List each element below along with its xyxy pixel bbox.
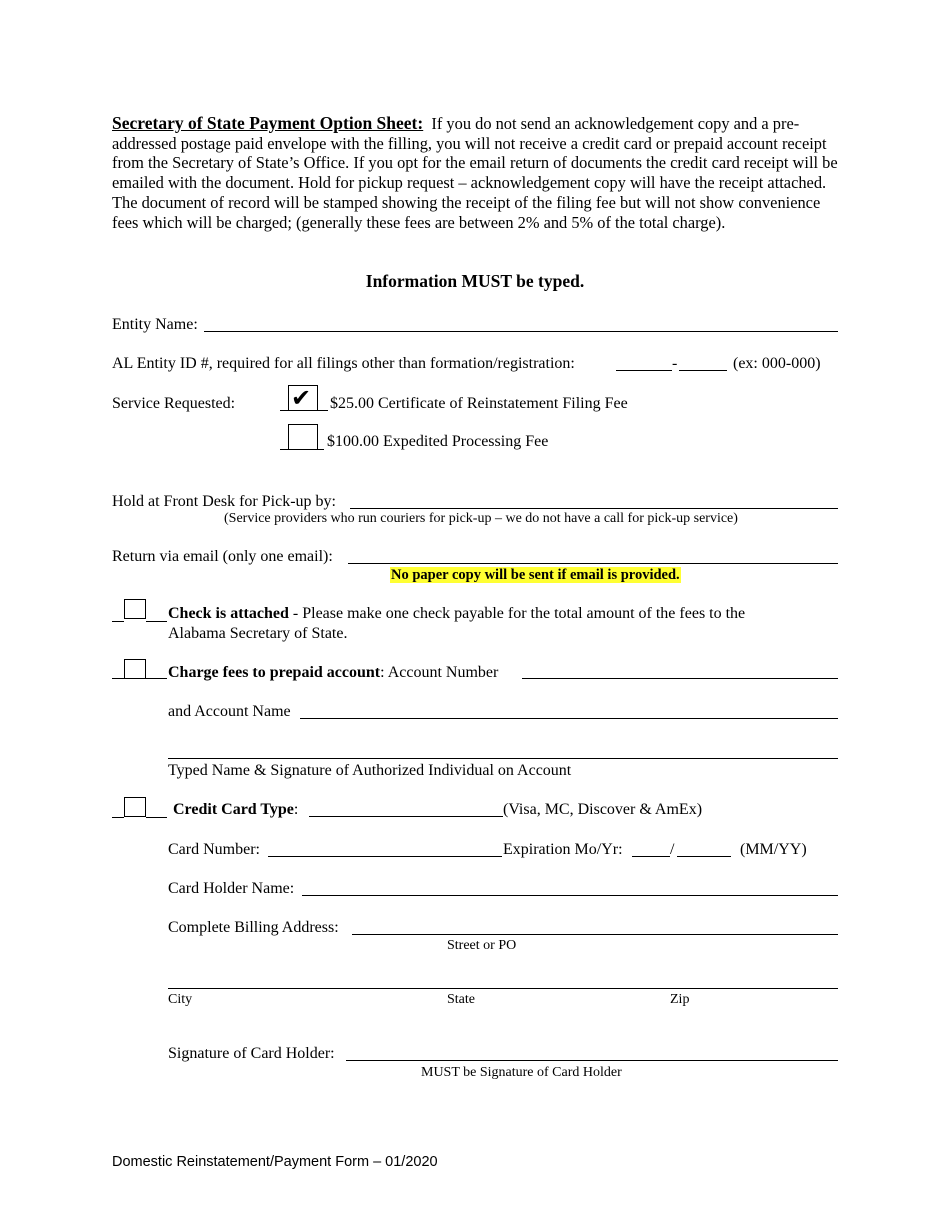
card-holder-name-label: Card Holder Name: (168, 880, 295, 897)
prepaid-account-label: Charge fees to prepaid account (168, 664, 381, 681)
account-name-label: and Account Name (168, 703, 291, 720)
credit-card-type-label: Credit Card Type (173, 801, 294, 818)
service-option-2-checkbox[interactable] (288, 424, 318, 450)
card-holder-signature-caption: MUST be Signature of Card Holder (421, 1065, 622, 1080)
zip-caption: Zip (670, 992, 690, 1007)
expiration-month-field[interactable] (632, 856, 670, 857)
account-name-field[interactable] (300, 718, 838, 719)
credit-card-type-field[interactable] (309, 816, 503, 817)
service-option-1-underline-left (280, 410, 288, 411)
entity-name-field[interactable] (204, 331, 838, 332)
service-option-2-underline-left (280, 449, 288, 450)
entity-id-field-part2[interactable] (679, 370, 727, 371)
expiration-label: Expiration Mo/Yr: (503, 841, 623, 858)
check-attached-text (168, 606, 745, 622)
email-warning: No paper copy will be sent if email is provided. (391, 567, 680, 583)
entity-id-field-part1[interactable] (616, 370, 672, 371)
prepaid-option-underline-right (146, 678, 167, 679)
service-option-1-checkbox[interactable] (288, 385, 318, 411)
card-holder-signature-label: Signature of Card Holder: (168, 1045, 335, 1062)
authorized-signature-caption: Typed Name & Signature of Authorized Individual on Account (168, 762, 572, 779)
billing-street-field[interactable] (352, 934, 838, 935)
expiration-slash: / (670, 841, 675, 858)
card-number-label: Card Number: (168, 841, 260, 858)
account-number-label: : Account Number (380, 664, 499, 681)
card-number-field[interactable] (268, 856, 502, 857)
prepaid-option-underline-left (112, 678, 124, 679)
check-attached-description: - Please make one check payable for the total amount of the fees to the (288, 605, 746, 622)
authorized-signature-field[interactable] (168, 758, 838, 759)
billing-city-state-zip-field[interactable] (168, 988, 838, 989)
account-number-field[interactable] (522, 678, 838, 679)
prepaid-account-text (168, 665, 498, 681)
credit-card-checkbox[interactable] (124, 797, 146, 817)
hold-pickup-field[interactable] (350, 508, 838, 509)
check-option-underline-right (146, 621, 167, 622)
checkmark-icon: ✔ (291, 384, 312, 412)
entity-id-dash: - (672, 355, 678, 372)
credit-card-underline-left (112, 817, 124, 818)
city-caption: City (168, 992, 193, 1007)
credit-card-type-text (173, 802, 298, 818)
credit-card-underline-right (146, 817, 167, 818)
form-footer: Domestic Reinstatement/Payment Form – 01/2020 (112, 1154, 438, 1170)
service-option-1-underline-right (318, 410, 328, 411)
intro-body: If you do not send an acknowledgement copy and a pre-addressed postage paid envelope with the filling, you will not receive a credit card or prepaid account receipt from the Secretary of State’s Office. If you opt for the email return of documents the credit card receipt will be emailed with the document. Hold for pickup request – acknowledgement copy will have the receipt attached. The document of record will be stamped showing the receipt of the filing fee but will not show convenience fees which will be charged; (generally these fees are between 2% and 5% of the total charge). (112, 114, 838, 232)
service-option-2-underline-right (318, 449, 324, 450)
service-option-1-label: $25.00 Certificate of Reinstatement Filing Fee (330, 395, 628, 412)
check-option-underline-left (112, 621, 124, 622)
billing-address-label: Complete Billing Address: (168, 919, 339, 936)
expiration-year-field[interactable] (677, 856, 731, 857)
email-return-label: Return via email (only one email): (112, 548, 333, 565)
credit-card-accepted: (Visa, MC, Discover & AmEx) (503, 801, 703, 818)
prepaid-account-checkbox[interactable] (124, 659, 146, 679)
check-attached-description-line2: Alabama Secretary of State. (168, 625, 348, 642)
check-attached-checkbox[interactable] (124, 599, 146, 619)
intro-title: Secretary of State Payment Option Sheet: (112, 113, 424, 133)
service-option-2-label: $100.00 Expedited Processing Fee (327, 433, 549, 450)
entity-id-example: (ex: 000-000) (733, 355, 821, 372)
expiration-format: (MM/YY) (740, 841, 807, 858)
service-requested-label: Service Requested: (112, 395, 236, 412)
hold-pickup-label: Hold at Front Desk for Pick-up by: (112, 493, 336, 510)
intro-paragraph (112, 114, 840, 232)
card-holder-name-field[interactable] (302, 895, 838, 896)
email-return-field[interactable] (348, 563, 838, 564)
hold-pickup-note: (Service providers who run couriers for pick-up – we do not have a call for pick-up service) (224, 511, 738, 526)
entity-name-label: Entity Name: (112, 316, 198, 333)
check-attached-label: Check is attached (168, 605, 289, 622)
typed-notice: Information MUST be typed. (365, 271, 585, 291)
state-caption: State (447, 992, 475, 1007)
card-holder-signature-field[interactable] (346, 1060, 838, 1061)
street-caption: Street or PO (447, 938, 517, 953)
entity-id-label: AL Entity ID #, required for all filings other than formation/registration: (112, 355, 575, 372)
credit-card-type-colon: : (293, 801, 299, 818)
